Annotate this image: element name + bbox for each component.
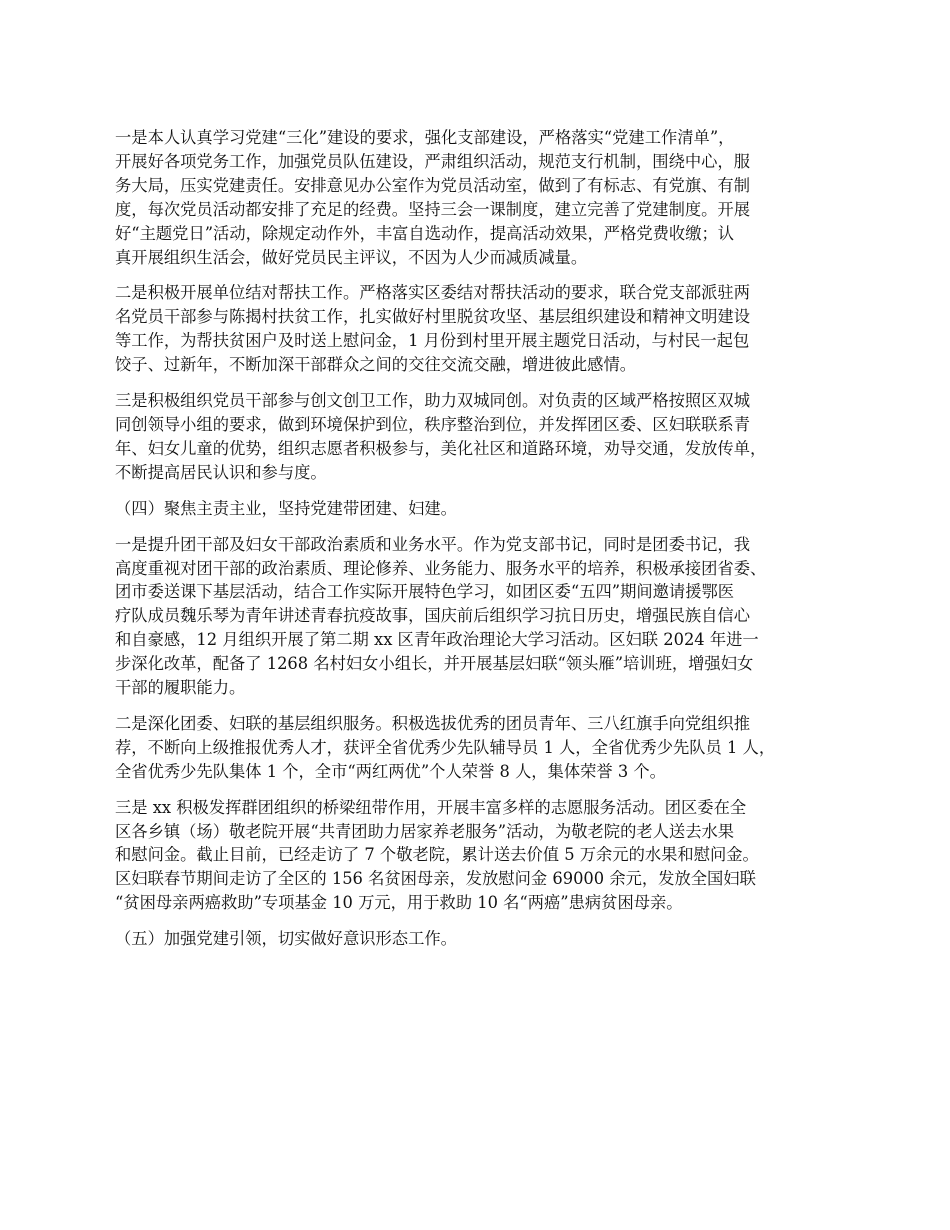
text-line: 高度重视对团干部的政治素质、理论修养、业务能力、服务水平的培养，积极承接团省委、 (115, 558, 767, 578)
text-line: （五）加强党建引领，切实做好意识形态工作。 (115, 929, 457, 949)
text-line: 步深化改革，配备了 1268 名村妇女小组长，并开展基层妇联“领头雁”培训班，增强妇女 (115, 654, 754, 674)
document-body (115, 126, 857, 963)
paragraph-party-building (115, 126, 857, 269)
paragraph-volunteer-service (115, 796, 857, 916)
text-line: 度，每次党员活动都安排了充足的经费。坚持三会一课制度，建立完善了党建制度。开展 (115, 199, 750, 219)
text-line: 一是提升团干部及妇女干部政治素质和业务水平。作为党支部书记，同时是团委书记，我 (115, 534, 750, 554)
text-line: 开展好各项党务工作，加强党员队伍建设，严肃组织活动，规范支行机制，围绕中心，服 (115, 151, 750, 171)
text-line: 不断提高居民认识和参与度。 (115, 462, 327, 482)
text-line: 年、妇女儿童的优势，组织志愿者积极参与，美化社区和道路环境，劝导交通，发放传单， (115, 438, 767, 458)
text-line: 三是积极组织党员干部参与创文创卫工作，助力双城同创。对负责的区域严格按照区双城 (115, 391, 750, 411)
text-line: 全省优秀少先队集体 1 个，全市“两红两优”个人荣誉 8 人，集体荣誉 3 个。 (115, 761, 666, 781)
text-line: 饺子、过新年，不断加深干部群众之间的交往交流交融，增进彼此感情。 (115, 355, 637, 375)
text-line: 和自豪感，12 月组织开展了第二期 xx 区青年政治理论大学习活动。区妇联 2024 年进一 (115, 630, 759, 650)
paragraph-poverty-assistance (115, 281, 857, 377)
text-line: 区各乡镇（场）敬老院开展“共青团助力居家养老服务”活动，为敬老院的老人送去水果 (115, 821, 735, 841)
text-line: “贫困母亲两癌救助”专项基金 10 万元，用于救助 10 名“两癌”患病贫困母亲。 (115, 893, 683, 913)
text-line: 名党员干部参与陈揭村扶贫工作，扎实做好村里脱贫攻坚、基层组织建设和精神文明建设 (115, 307, 750, 327)
text-line: （四）聚焦主责主业，坚持党建带团建、妇建。 (115, 498, 457, 518)
paragraph-civilized-city (115, 389, 857, 485)
section-heading-five (115, 927, 857, 951)
paragraph-cadre-quality (115, 533, 857, 700)
text-line: 二是积极开展单位结对帮扶工作。严格落实区委结对帮扶活动的要求，联合党支部派驻两 (115, 283, 750, 303)
text-line: 好“主题党日”活动，除规定动作外，丰富自选动作，提高活动效果，严格党费收缴；认 (115, 223, 735, 243)
text-line: 荐，不断向上级推报优秀人才，获评全省优秀少先队辅导员 1 人，全省优秀少先队员 1 人， (115, 737, 776, 757)
text-line: 二是深化团委、妇联的基层组织服务。积极选拔优秀的团员青年、三八红旗手向党组织推 (115, 713, 750, 733)
text-line: 干部的履职能力。 (115, 678, 246, 698)
text-line: 三是 xx 积极发挥群团组织的桥梁纽带作用，开展丰富多样的志愿服务活动。团区委在全 (115, 797, 747, 817)
text-line: 等工作，为帮扶贫困户及时送上慰问金，1 月份到村里开展主题党日活动，与村民一起包 (115, 331, 750, 351)
text-line: 一是本人认真学习党建“三化”建设的要求，强化支部建设，严格落实“党建工作清单”， (115, 128, 735, 147)
text-line: 务大局，压实党建责任。安排意见办公室作为党员活动室，做到了有标志、有党旗、有制 (115, 175, 750, 195)
text-line: 同创领导小组的要求，做到环境保护到位，秩序整治到位，并发挥团区委、区妇联联系青 (115, 414, 750, 434)
text-line: 疗队成员魏乐琴为青年讲述青春抗疫故事，国庆前后组织学习抗日历史，增强民族自信心 (115, 606, 750, 626)
section-heading-four (115, 497, 857, 521)
text-line: 和慰问金。截止目前，已经走访了 7 个敬老院，累计送去价值 5 万余元的水果和慰问金。 (115, 845, 759, 865)
text-line: 真开展组织生活会，做好党员民主评议，不因为人少而减质减量。 (115, 247, 588, 267)
text-line: 团市委送课下基层活动，结合工作实际开展特色学习，如团区委“五四”期间邀请援鄂医 (115, 582, 735, 602)
text-line: 区妇联春节期间走访了全区的 156 名贫困母亲，发放慰问金 69000 余元，发放全国妇联 (115, 869, 756, 889)
paragraph-grassroots-service (115, 712, 857, 784)
